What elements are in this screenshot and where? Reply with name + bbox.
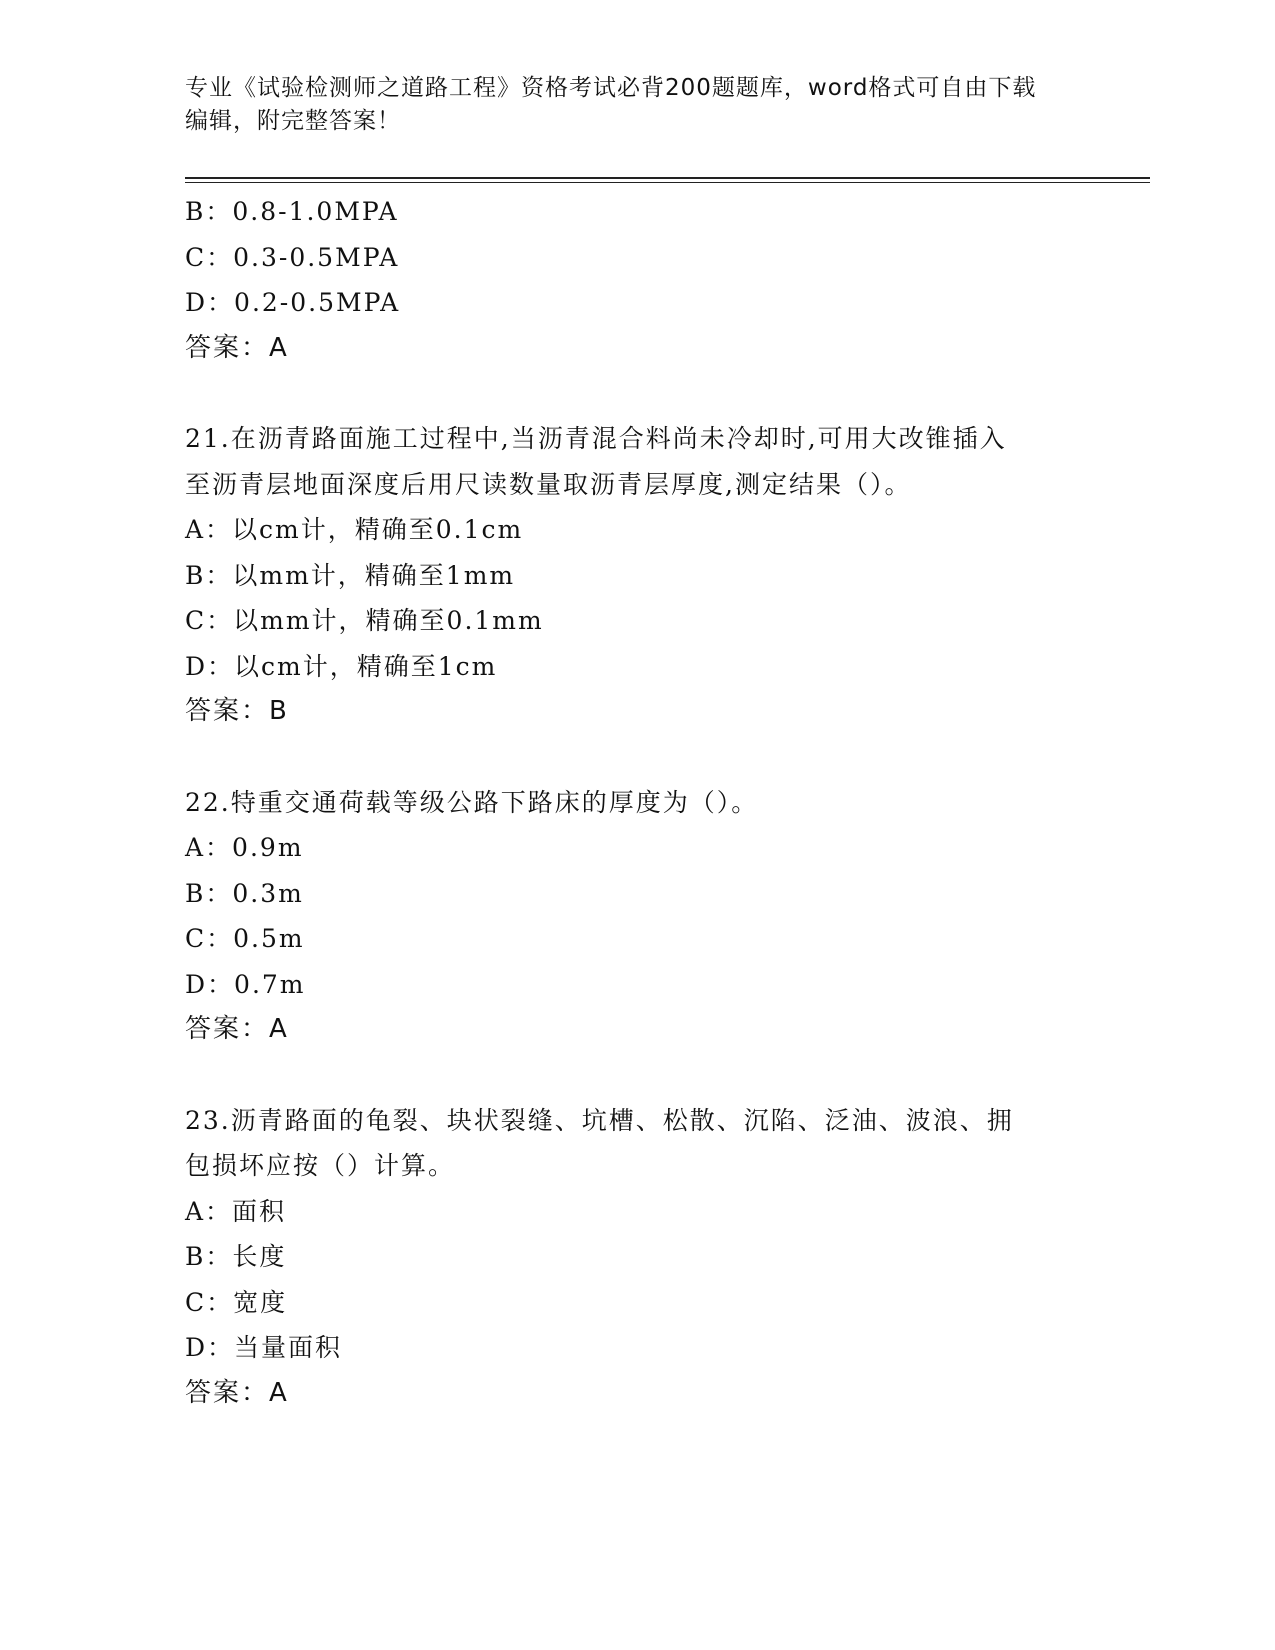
answer-line: 答案：A [185,1014,289,1044]
option-c: C：以mm计，精确至0.1mm [185,606,544,635]
question-block-22 [185,780,1125,1053]
answer-line: 答案：A [185,1377,289,1408]
answer-line: 答案：B [185,696,289,726]
option-d: D：当量面积 [185,1333,343,1362]
header-line-1: 专业《试验检测师之道路工程》资格考试必背200题题库，word格式可自由下载 [185,75,1037,101]
option-b: B：0.8-1.0MPA [185,197,399,226]
question-stem: 21.在沥青路面施工过程中,当沥青混合料尚未冷却时,可用大改锥插入 [185,424,1007,453]
option-d: D：以cm计，精确至1cm [185,651,498,681]
question-list [185,189,1125,1416]
spacer [185,371,1125,416]
header-divider-thin [185,182,1150,183]
option-c: C：宽度 [185,1287,288,1317]
question-block-prev [185,189,1125,371]
question-block-21 [185,416,1125,735]
option-a: A：0.9m [185,833,304,862]
option-b: B：以mm计，精确至1mm [185,560,516,590]
spacer [185,1053,1125,1098]
option-a: A：以cm计，精确至0.1cm [185,515,524,544]
question-stem: 23.沥青路面的龟裂、块状裂缝、坑槽、松散、沉陷、泛油、波浪、拥 [185,1105,1014,1135]
header-line-2: 编辑，附完整答案！ [185,108,401,134]
question-stem: 22.特重交通荷载等级公路下路床的厚度为（）。 [185,787,759,817]
question-block-23 [185,1098,1125,1417]
header-divider-thick [185,177,1150,179]
option-c: C：0.5m [185,924,305,953]
option-b: B：0.3m [185,878,304,908]
option-b: B：长度 [185,1242,287,1271]
question-stem: 至沥青层地面深度后用尺读数量取沥青层厚度,测定结果（）。 [185,469,912,499]
option-c: C：0.3-0.5MPA [185,242,400,272]
option-a: A：面积 [185,1196,287,1226]
answer-line: 答案：A [185,332,289,363]
spacer [185,735,1125,780]
option-d: D：0.7m [185,969,306,999]
question-stem: 包损坏应按（）计算。 [185,1151,456,1180]
option-d: D：0.2-0.5MPA [185,288,401,317]
page-header [185,72,1085,138]
